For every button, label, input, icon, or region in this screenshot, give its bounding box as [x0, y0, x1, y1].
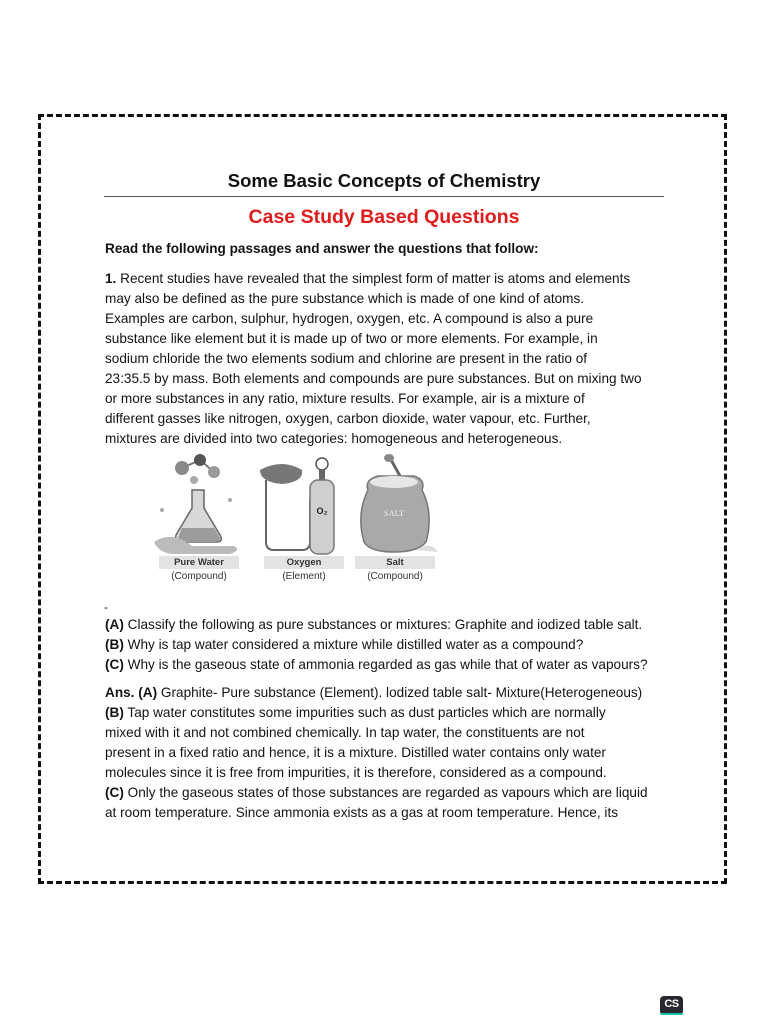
figure-caption-salt: Salt (Compound): [355, 556, 435, 582]
answer-a: Ans. (A) Graphite- Pure substance (Element). lodized table salt- Mixture(Heterogeneous): [105, 685, 643, 700]
answer-b-line: present in a fixed ratio and hence, it is a mixture. Distilled water contains only water: [105, 745, 606, 760]
instructions-text: Read the following passages and answer the questions that follow:: [105, 241, 539, 256]
passage-line: mixtures are divided into two categories: homogeneous and heterogeneous.: [105, 431, 563, 446]
passage-number: 1.: [105, 271, 117, 286]
pure-water-illustration: [154, 454, 237, 554]
salt-sack-illustration: [361, 454, 437, 552]
title-divider: [104, 196, 664, 197]
passage-line: sodium chloride the two elements sodium and chlorine are present in the ratio of: [105, 351, 588, 366]
answer-c-line: at room temperature. Since ammonia exists as a gas at room temperature. Hence, its: [105, 805, 619, 820]
answer-b-line: molecules since it is free from impurities, it is therefore, considered as a compound.: [105, 765, 607, 780]
cylinder-label: O₂: [316, 506, 328, 516]
answer-c-line: (C) Only the gaseous states of those substances are regarded as vapours which are liquid: [105, 785, 648, 800]
stray-mark: -: [104, 600, 108, 614]
passage-line: may also be defined as the pure substance which is made of one kind of atoms.: [105, 291, 585, 306]
oxygen-cylinder-illustration: [260, 458, 334, 554]
question-c: (C) Why is the gaseous state of ammonia regarded as gas while that of water as vapours?: [105, 657, 648, 672]
substances-figure: [142, 450, 437, 590]
answer-b-line: (B) Tap water constitutes some impurities such as dust particles which are normally: [105, 705, 606, 720]
figure-caption-oxygen: Oxygen (Element): [264, 556, 344, 582]
passage-line: or more substances in any ratio, mixture results. For example, air is a mixture of: [105, 391, 585, 406]
passage-line: 1. Recent studies have revealed that the simplest form of matter is atoms and elements: [105, 271, 631, 286]
section-subtitle: Case Study Based Questions: [248, 206, 520, 228]
figure-caption-pure-water: Pure Water (Compound): [159, 556, 239, 582]
answer-b-line: mixed with it and not combined chemically. In tap water, the constituents are not: [105, 725, 585, 740]
passage-paragraph: [105, 269, 670, 449]
camscanner-logo-icon: CS: [660, 996, 683, 1015]
substances-illustration: [142, 450, 437, 560]
passage-line: Examples are carbon, sulphur, hydrogen, oxygen, etc. A compound is also a pure: [105, 311, 594, 326]
question-a: (A) Classify the following as pure substances or mixtures: Graphite and iodized table salt.: [105, 617, 643, 632]
passage-line: different gasses like nitrogen, oxygen, carbon dioxide, water vapour, etc. Further,: [105, 411, 591, 426]
sack-label: SALT: [383, 508, 405, 518]
passage-line: 23:35.5 by mass. Both elements and compounds are pure substances. But on mixing two: [105, 371, 642, 386]
passage-line: substance like element but it is made up of two or more elements. For example, in: [105, 331, 598, 346]
question-b: (B) Why is tap water considered a mixture while distilled water as a compound?: [105, 637, 584, 652]
answers-block: [105, 683, 670, 823]
document-title: Some Basic Concepts of Chemistry: [227, 170, 541, 191]
questions-block: [105, 615, 670, 675]
